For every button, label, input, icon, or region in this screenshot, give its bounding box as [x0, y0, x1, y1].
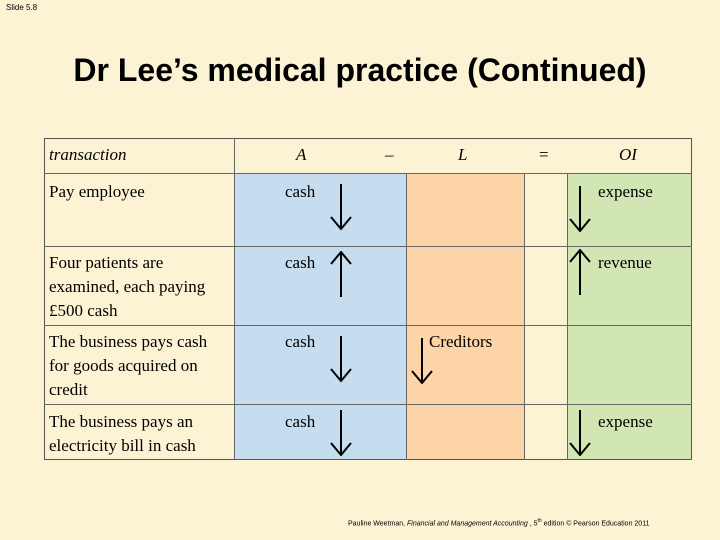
row-divider	[44, 325, 692, 326]
asset-item: cash	[285, 412, 316, 431]
transaction-label: Pay employee	[49, 182, 145, 201]
row-divider	[44, 404, 692, 405]
header-transaction: transaction	[49, 145, 127, 164]
oi-item: expense	[598, 182, 653, 201]
footer-publisher: edition © Pearson Education 2011	[541, 520, 650, 528]
down-arrow-icon	[568, 186, 592, 232]
slide-title: Dr Lee’s medical practice (Continued)	[73, 52, 647, 88]
slide-number: Slide 5.8	[6, 3, 38, 12]
oi-item: revenue	[598, 253, 652, 272]
header-equals: =	[539, 145, 549, 164]
column-divider	[524, 174, 525, 460]
header-assets: A	[296, 145, 307, 164]
asset-item: cash	[285, 332, 316, 351]
down-arrow-icon	[329, 410, 353, 456]
up-arrow-icon	[568, 249, 592, 295]
transaction-label: The business pays cash for goods acquired on credit	[49, 332, 208, 399]
asset-item: cash	[285, 182, 316, 201]
header-minus: –	[385, 145, 394, 164]
column-divider	[234, 138, 235, 460]
transaction-label: The business pays an electricity bill in cash	[49, 412, 196, 455]
header-divider	[44, 173, 692, 174]
oi-item: expense	[598, 412, 653, 431]
down-arrow-icon	[568, 410, 592, 456]
down-arrow-icon	[329, 336, 353, 382]
column-divider	[406, 174, 407, 460]
down-arrow-icon	[329, 184, 353, 230]
transaction-label: Four patients are examined, each paying £500 cash	[49, 253, 206, 320]
liability-item: Creditors	[429, 332, 493, 351]
footer-author: Pauline Weetman,	[348, 520, 408, 528]
down-arrow-icon	[410, 338, 434, 384]
footer-edition: , 5	[527, 520, 538, 528]
row-divider	[44, 246, 692, 247]
asset-item: cash	[285, 253, 316, 272]
copyright-footer	[348, 518, 649, 527]
up-arrow-icon	[329, 251, 353, 297]
footer-book-title: Financial and Management Accounting	[407, 520, 528, 528]
header-owners-interest: OI	[619, 145, 637, 164]
header-liabilities: L	[458, 145, 468, 164]
footer-edition-suffix: th	[537, 518, 542, 524]
